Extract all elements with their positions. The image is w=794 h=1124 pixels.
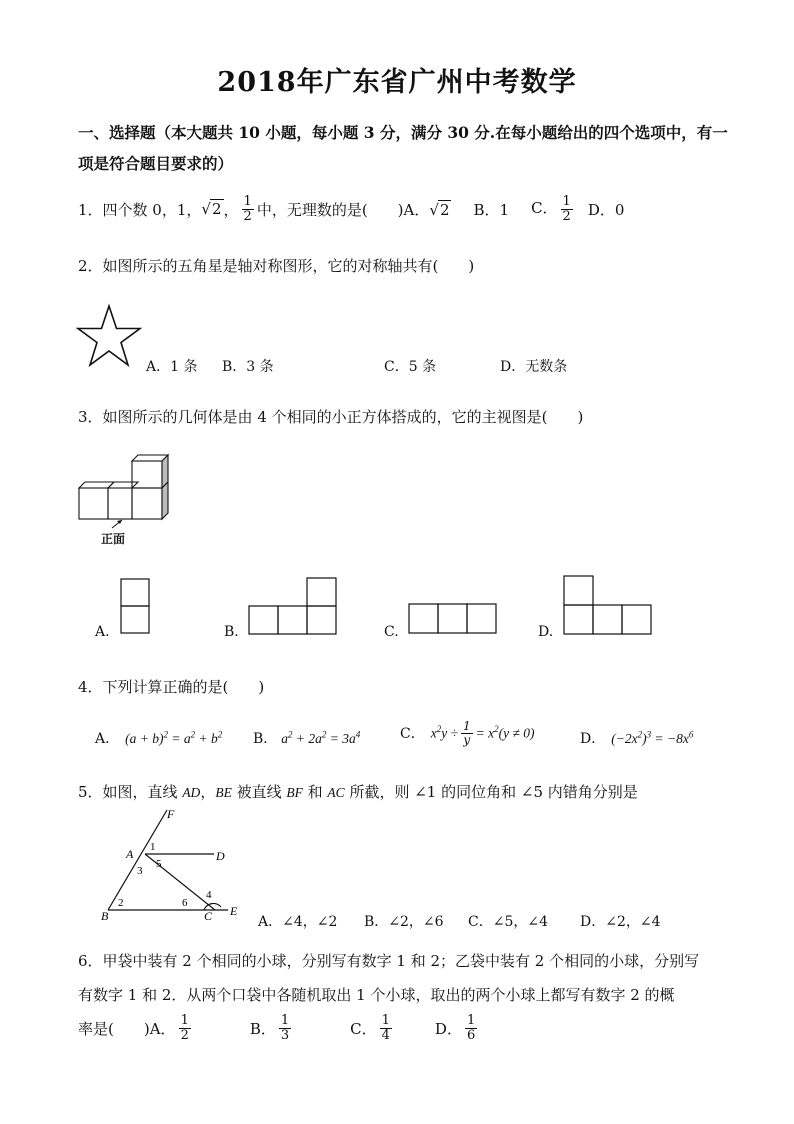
q5-option-d: D．∠2，∠4 (580, 914, 661, 930)
q2-option-b: B．3 条 (222, 359, 274, 375)
q1-sep: ， (223, 200, 239, 219)
q3-option-a-view (120, 578, 150, 634)
q6-option-a: A． $\frac{1}{2}$ (149, 1012, 189, 1043)
q5-line-figure (100, 806, 250, 926)
q3-option-b-label: B. (224, 624, 239, 640)
q5-option-c: C．∠5，∠4 (468, 914, 548, 930)
q3-option-d-view (563, 575, 653, 635)
question-6-line-1: 6．甲袋中装有 2 个相同的小球，分别写有数字 1 和 2；乙袋中装有 2 个相同的小球，分别写 (78, 952, 700, 970)
q4-option-b: B． $a^2 + 2a^2 = 3a^4$ (253, 729, 361, 747)
q3-option-d-label: D. (538, 624, 554, 640)
q1-stem-a: 1．四个数 0，1， (78, 200, 202, 219)
question-5-stem: 5．如图，直线 AD，BE 被直线 BF 和 AC 所截，则 ∠1 的同位角和 ∠5 内错角分别是 (78, 783, 638, 801)
q3-option-c-label: C. (384, 624, 399, 640)
q4-option-c: C． $x^2y$ ÷ $\frac{1}{y}$ = $x^2(y \ne 0)$ (400, 719, 535, 747)
question-1 (78, 193, 624, 225)
label-D: D (216, 849, 225, 863)
q6-option-b: B． $\frac{1}{3}$ (249, 1012, 290, 1043)
q1-stem-b: 中，无理数的是( ) (256, 200, 404, 219)
label-B: B (101, 909, 109, 923)
label-A: A (126, 847, 134, 861)
q1-option-b: B．1 (473, 200, 510, 219)
question-2-stem: 2．如图所示的五角星是轴对称图形，它的对称轴共有( ) (78, 257, 475, 275)
q5-option-b: B．∠2，∠6 (364, 914, 444, 930)
q4-option-d: D． $(-2x^2)^3 = -8x^6$ (580, 729, 694, 747)
q2-option-a: A．1 条 (146, 359, 198, 375)
sqrt-2: √2 (201, 200, 222, 218)
question-4-stem: 4．下列计算正确的是( ) (78, 678, 265, 696)
q4-option-a: A． $(a + b)^2 = a^2 + b^2$ (95, 729, 223, 747)
q1-option-c: C． $\frac{1}{2}$ (531, 193, 571, 224)
angle-5: 5 (156, 858, 162, 870)
question-3-stem: 3．如图所示的几何体是由 4 个相同的小正方体搭成的，它的主视图是( ) (78, 408, 584, 426)
angle-1: 1 (150, 841, 156, 853)
q3-option-a-label: A. (95, 624, 110, 640)
q2-option-c: C．5 条 (384, 359, 437, 375)
section-heading: 一、选择题（本大题共 10 小题，每小题 3 分，满分 30 分.在每小题给出的四个选项中，有一项是符合题目要求的） (78, 123, 728, 173)
q2-option-d: D．无数条 (500, 359, 568, 375)
question-6-line-3: 率是( ) A． $\frac{1}{2}$ B． $\frac{1}{3}$ C． $\frac{1}{4}$ D． $\frac{1}{6}$ (78, 1010, 480, 1046)
q1-option-a: A．√2 (403, 200, 450, 219)
q6-option-c: C． $\frac{1}{4}$ (350, 1012, 390, 1043)
q3-option-c-view (408, 603, 498, 635)
q6-option-d: D． $\frac{1}{6}$ (434, 1012, 476, 1043)
q1-option-d: D．0 (587, 200, 625, 219)
star-icon (76, 304, 142, 366)
q5-option-a: A．∠4，∠2 (258, 914, 338, 930)
angle-6: 6 (182, 897, 188, 909)
angle-3: 3 (137, 865, 143, 877)
cube-solid-figure (76, 452, 186, 527)
label-E: E (230, 904, 238, 918)
label-F: F (167, 807, 175, 821)
question-6-line-2: 有数字 1 和 2．从两个口袋中各随机取出 1 个小球，取出的两个小球上都写有数字 2 的概 (78, 986, 675, 1004)
page-title: 2018年广东省广州中考数学 (217, 67, 577, 98)
fraction-one-half: $\frac{1}{2}$ (243, 193, 252, 224)
angle-2: 2 (118, 897, 124, 909)
q3-option-b-view (248, 577, 338, 635)
angle-4: 4 (206, 889, 212, 901)
label-C: C (204, 909, 213, 923)
front-label: 正面 (101, 532, 126, 546)
